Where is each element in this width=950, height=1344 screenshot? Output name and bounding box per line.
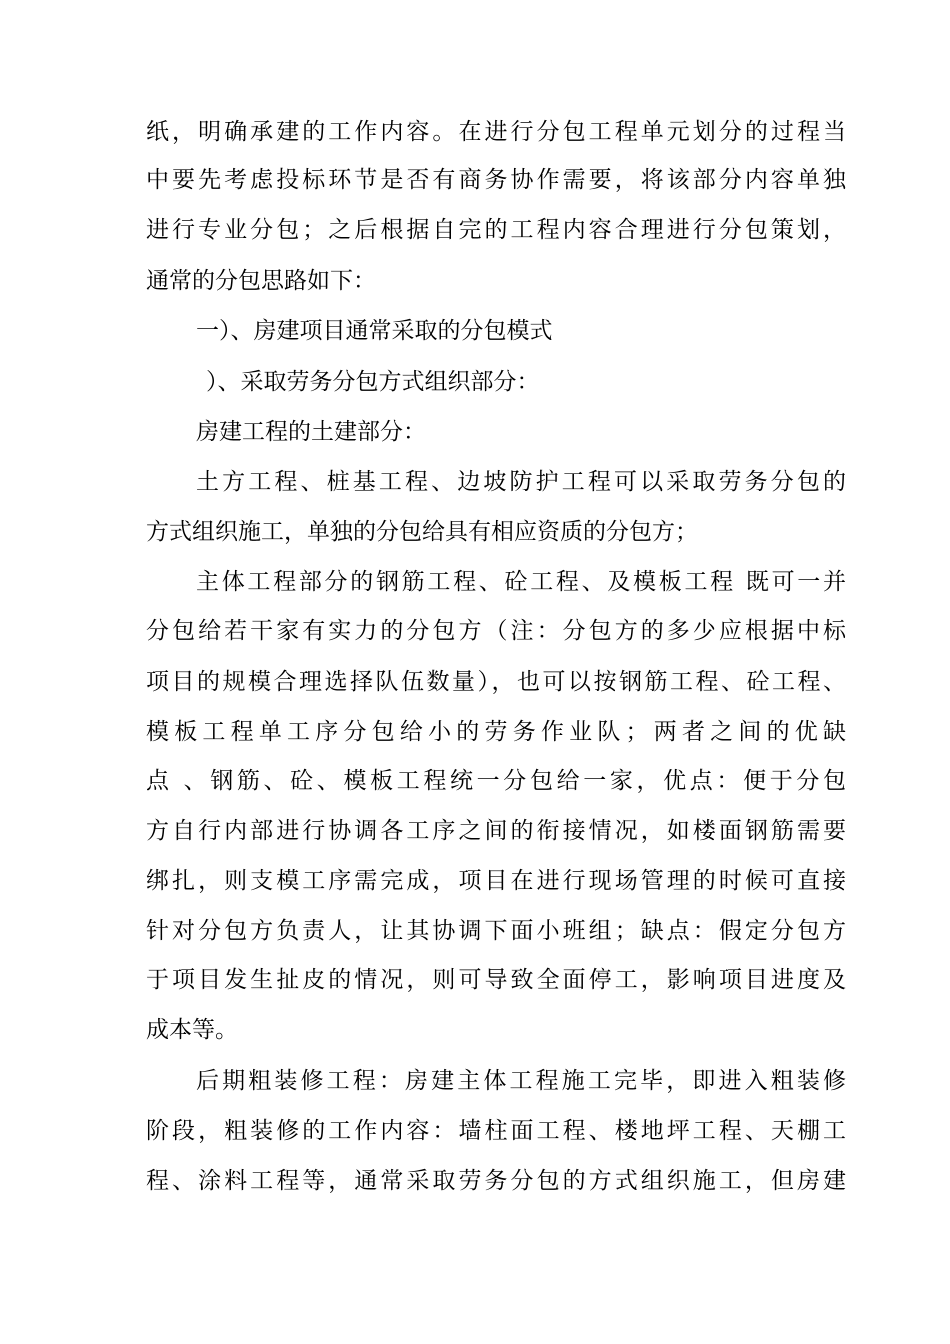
paragraph-line-7: 主体工程部分的钢筋工程、砼工程、及模板工程 既可一并	[196, 569, 846, 595]
section-heading-2: ）、采取劳务分包方式组织部分：	[206, 369, 540, 395]
paragraph-line-18: 阶段，粗装修的工作内容：墙柱面工程、楼地坪工程、天棚工	[146, 1118, 846, 1144]
paragraph-line-4: 通常的分包思路如下：	[146, 268, 376, 294]
paragraph-line-1: 纸，明确承建的工作内容。在进行分包工程单元划分的过程当	[146, 119, 846, 145]
paragraph-line-8: 分包给若干家有实力的分包方（注：分包方的多少应根据中标	[146, 618, 846, 644]
paragraph-line-10: 模板工程单工序分包给小的劳务作业队；两者之间的优缺	[146, 719, 846, 745]
paragraph-line-11: 点 、钢筋、砼、模板工程统一分包给一家，优点：便于分包	[146, 768, 846, 794]
paragraph-line-5: 土方工程、桩基工程、边坡防护工程可以采取劳务分包的	[196, 469, 846, 495]
paragraph-line-15: 于项目发生扯皮的情况，则可导致全面停工，影响项目进度及	[146, 967, 846, 993]
paragraph-line-13: 绑扎，则支模工序需完成，项目在进行现场管理的时候可直接	[146, 868, 846, 894]
paragraph-line-14: 针对分包方负责人，让其协调下面小班组；缺点：假定分包方	[146, 918, 846, 944]
paragraph-line-17: 后期粗装修工程：房建主体工程施工完毕，即进入粗装修	[196, 1068, 846, 1094]
paragraph-line-6: 方式组织施工，单独的分包给具有相应资质的分包方；	[146, 519, 698, 545]
paragraph-line-9: 项目的规模合理选择队伍数量），也可以按钢筋工程、砼工程、	[146, 669, 846, 695]
paragraph-line-12: 方自行内部进行协调各工序之间的衔接情况，如楼面钢筋需要	[146, 818, 846, 844]
subsection-heading: 房建工程的土建部分：	[196, 419, 426, 445]
paragraph-line-16: 成本等。	[146, 1017, 238, 1043]
section-heading-1: 一）、房建项目通常采取的分包模式	[196, 318, 553, 344]
paragraph-line-2: 中要先考虑投标环节是否有商务协作需要，将该部分内容单独	[146, 167, 846, 193]
paragraph-line-19: 程、涂料工程等，通常采取劳务分包的方式组织施工，但房建	[146, 1168, 846, 1194]
paragraph-line-3: 进行专业分包；之后根据自完的工程内容合理进行分包策划，	[146, 217, 846, 243]
